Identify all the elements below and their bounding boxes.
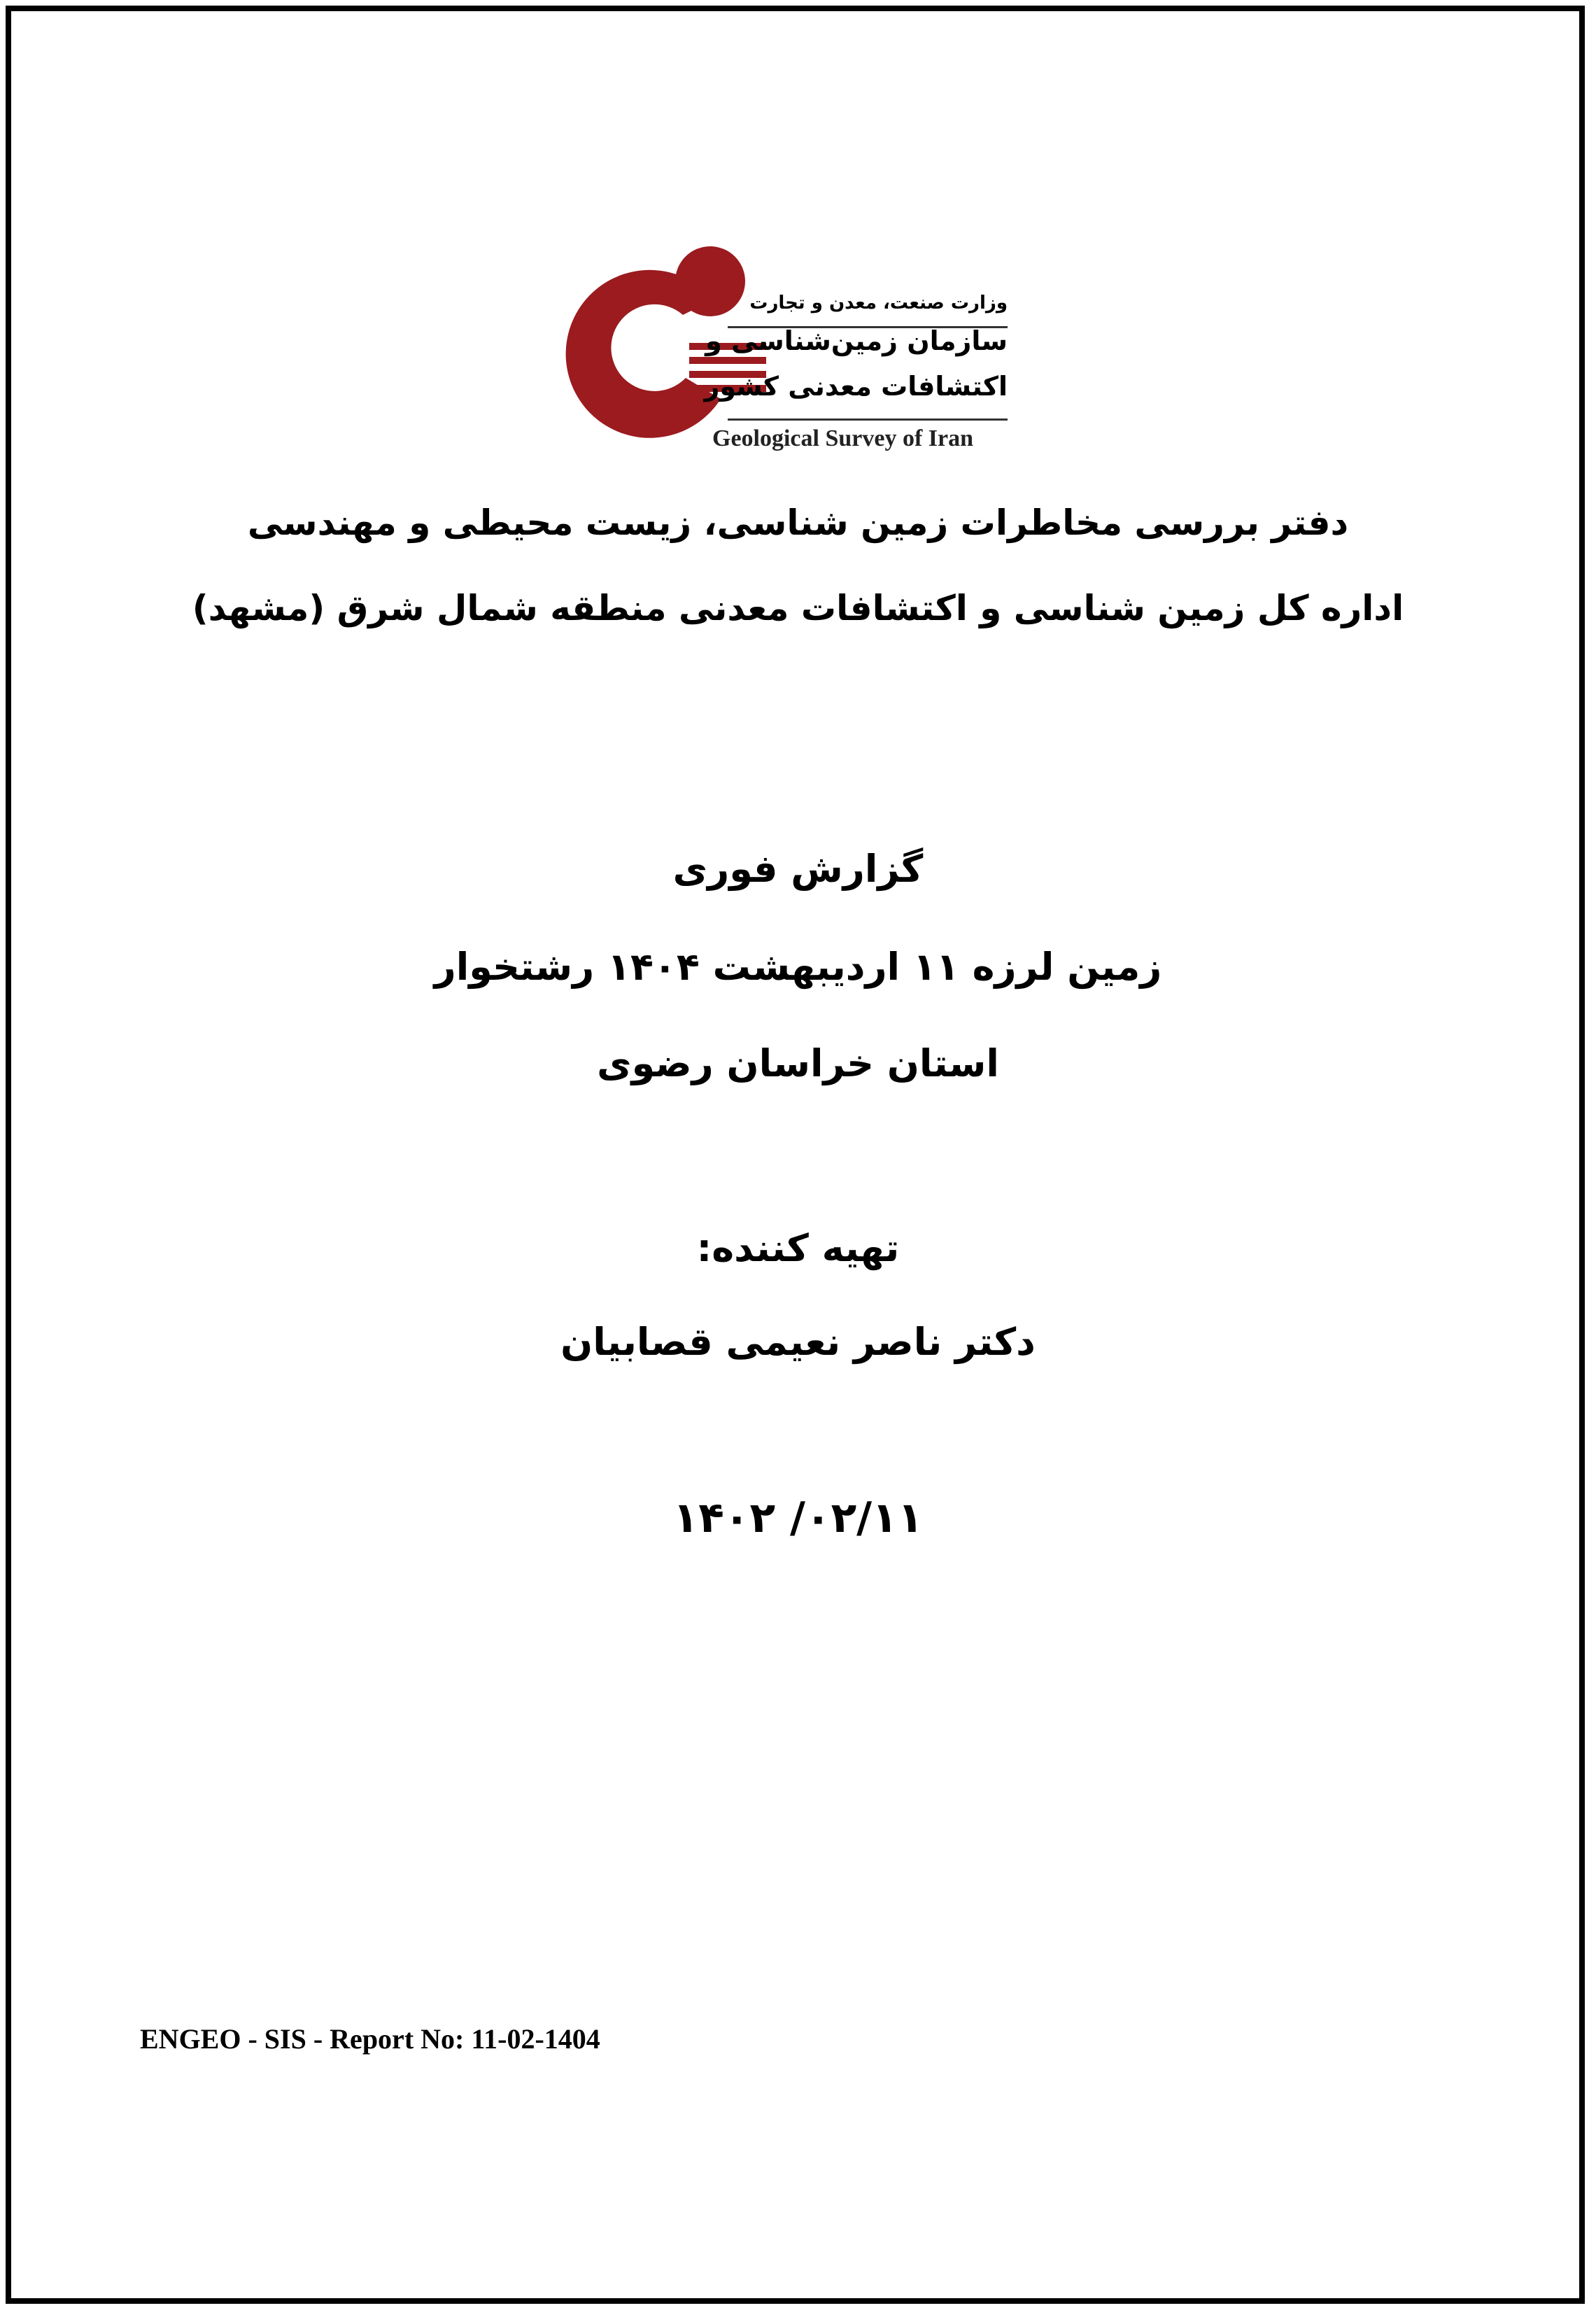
prepared-by-label: تهیه کننده: <box>696 1226 900 1270</box>
report-subject: زمین لرزه ۱۱ اردیبهشت ۱۴۰۴ رشتخوار <box>434 945 1162 989</box>
author-name: دکتر ناصر نعیمی قصابیان <box>560 1320 1036 1364</box>
gsi-logo <box>504 224 1092 470</box>
logo-ministry-text: وزارت صنعت، معدن و تجارت <box>749 293 1008 314</box>
logo-organization-line2: اکتشافات معدنی کشور <box>704 371 1008 402</box>
report-number: ENGEO - SIS - Report No: 11-02-1404 <box>140 2023 600 2055</box>
report-province: استان خراسان رضوی <box>597 1041 999 1085</box>
report-type: گزارش فوری <box>672 847 924 891</box>
logo-divider <box>728 418 1008 421</box>
report-date: ۱۴۰۲ /۰۲/۱۱ <box>672 1493 924 1542</box>
logo-english-name: Geological Survey of Iran <box>712 425 974 451</box>
directorate-title: اداره کل زمین شناسی و اکتشافات معدنی منطقه شمال شرق (مشهد) <box>192 588 1404 628</box>
logo-organization-line1: سازمان زمین‌شناسی و <box>705 325 1008 356</box>
office-title: دفتر بررسی مخاطرات زمین شناسی، زیست محیطی و مهندسی <box>247 502 1349 543</box>
